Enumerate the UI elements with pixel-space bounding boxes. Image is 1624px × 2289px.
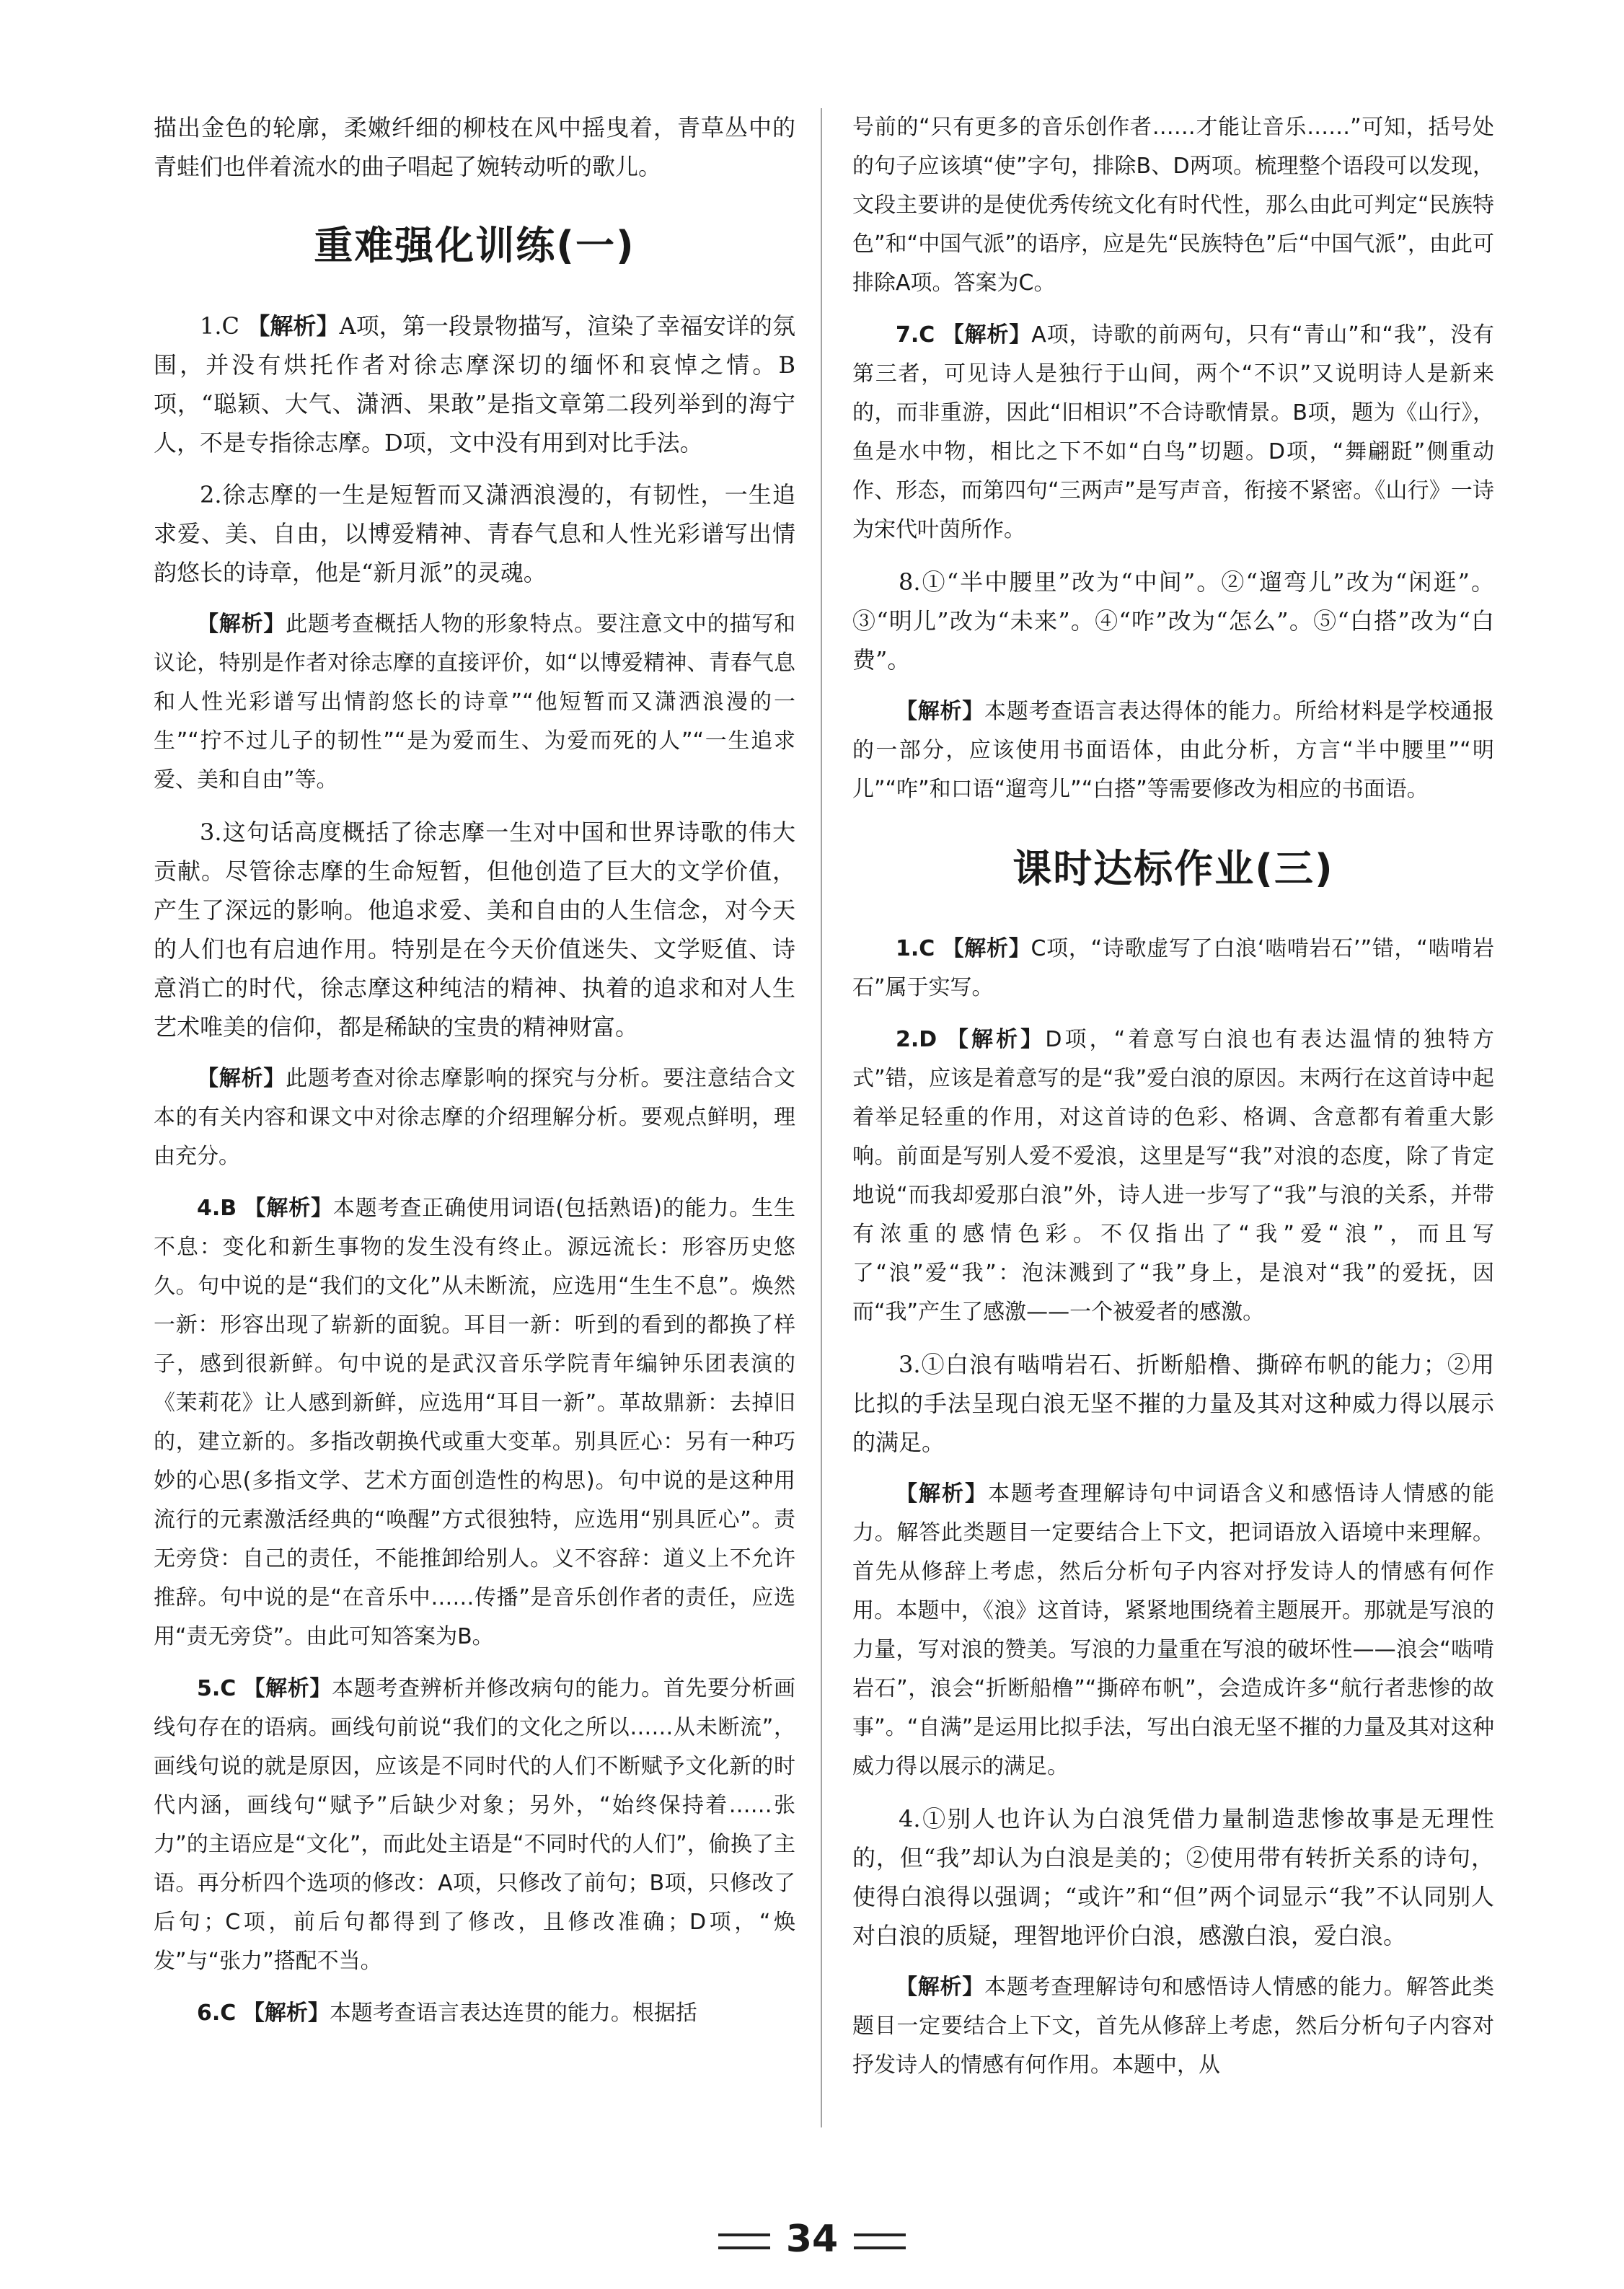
homework-analysis-4 bbox=[852, 1968, 1494, 2085]
answer-text: D项，“着意写白浪也有表达温情的独特方式”错，应该是着意写的是“我”爱白浪的原因。末两行在这首诗中起着举足轻重的作用，对这首诗的色彩、格调、含意都有着重大影响。前面是写别人爱不爱浪，这里是写“我”对浪的态度，除了肯定地说“而我却爱那白浪”外，诗人进一步写了“我”与浪的关系，并带有浓重的感情色彩。不仅指出了“我”爱“浪”，而且写了“浪”爱“我”：泡沫溅到了“我”身上，是浪对“我”的爱抚，因而“我”产生了感激——一个被爱者的感激。 bbox=[852, 1027, 1494, 1325]
analysis-8 bbox=[852, 692, 1494, 809]
homework-answer-3: 3.①白浪有啮啃岩石、折断船橹、撕碎布帆的能力；②用比拟的手法呈现白浪无坚不摧的力量及其对这种威力得以展示的满足。 bbox=[852, 1351, 1494, 1456]
analysis-text: 此题考查概括人物的形象特点。要注意文中的描写和议论，特别是作者对徐志摩的直接评价，如“以博爱精神、青春气息和人性光彩谱写出情韵悠长的诗章”“他短暂而又潇洒浪漫的一生”“拧不过儿子的韧性”“是为爱而生、为爱而死的人”“一生追求爱、美和自由”等。 bbox=[154, 612, 796, 793]
analysis-2 bbox=[154, 605, 795, 800]
page-footer bbox=[0, 2218, 1624, 2261]
answer-number: 6.C bbox=[197, 2001, 237, 2026]
section-heading-2: 课时达标作业(三) bbox=[1012, 846, 1334, 891]
analysis-tag: 【解析】 bbox=[942, 936, 1031, 961]
homework-answer-1 bbox=[852, 930, 1494, 1007]
answer-text: 本题考查语言表达连贯的能力。根据括 bbox=[329, 2001, 697, 2026]
answer-number: 1.C bbox=[896, 936, 935, 961]
analysis-tag: 【解析】 bbox=[197, 612, 286, 637]
answer-7 bbox=[852, 316, 1494, 550]
answer-6-continued: 号前的“只有更多的音乐创作者……才能让音乐……”可知，括号处的句子应该填“使”字句，排除B、D两项。梳理整个语段可以发现，文段主要讲的是使优秀传统文化有时代性，那么由此可判定“民族特色”和“中国气派”的语序，应是先“民族特色”后“中国气派”，由此可排除A项。答案为C。 bbox=[852, 115, 1494, 296]
analysis-3 bbox=[154, 1059, 795, 1176]
answer-8: 8.①“半中腰里”改为“中间”。②“遛弯儿”改为“闲逛”。③“明儿”改为“未来”。④“咋”改为“怎么”。⑤“白搭”改为“白费”。 bbox=[852, 568, 1494, 674]
analysis-tag: 【解析】 bbox=[896, 1481, 988, 1507]
answer-text: C项，“诗歌虚写了白浪‘啮啃岩石’”错，“啮啃岩石”属于实写。 bbox=[852, 936, 1494, 1000]
analysis-tag: 【解析】 bbox=[242, 2001, 330, 2026]
section-heading-1: 重难强化训练(一) bbox=[314, 223, 635, 268]
answer-text: A项，第一段景物描写，渲染了幸福安详的氛围，并没有烘托作者对徐志摩深切的缅怀和哀悼之情。B项，“聪颖、大气、潇洒、果敢”是指文章第二段列举到的海宁人，不是专指徐志摩。D项，文中没有用到对比手法。 bbox=[154, 312, 795, 457]
analysis-tag: 【解析】 bbox=[946, 1027, 1046, 1052]
answer-text: 本题考查辨析并修改病句的能力。首先要分析画线句存在的语病。画线句前说“我们的文化之所以……从未断流”，画线句说的就是原因，应该是不同时代的人们不断赋予文化新的时代内涵，画线句“赋予”后缺少对象；另外，“始终保持着……张力”的主语应是“文化”，而此处主语是“不同时代的人们”，偷换了主语。再分析四个选项的修改：A项，只修改了前句；B项，只修改了后句；C项，前后句都得到了修改，且修改准确；D项，“焕发”与“张力”搭配不当。 bbox=[154, 1676, 796, 1974]
page-number: 34 bbox=[785, 2218, 839, 2261]
analysis-tag: 【解析】 bbox=[244, 1196, 333, 1221]
answer-number: 7.C bbox=[896, 322, 935, 348]
homework-analysis-3 bbox=[852, 1475, 1494, 1786]
answer-3: 3.这句话高度概括了徐志摩一生对中国和世界诗歌的伟大贡献。尽管徐志摩的生命短暂，但他创造了巨大的文学价值，产生了深远的影响。他追求爱、美和自由的人生信念，对今天的人们也有启迪作用。特别是在今天价值迷失、文学贬值、诗意消亡的时代，徐志摩这种纯洁的精神、执着的追求和对人生艺术唯美的信仰，都是稀缺的宝贵的精神财富。 bbox=[154, 819, 795, 1041]
left-column bbox=[154, 108, 795, 2046]
answer-number: 2.D bbox=[896, 1027, 937, 1052]
analysis-text: 本题考查语言表达得体的能力。所给材料是学校通报的一部分，应该使用书面语体，由此分析，方言“半中腰里”“明儿”“咋”和口语“遛弯儿”“白搭”等需要修改为相应的书面语。 bbox=[852, 699, 1495, 802]
analysis-text: 本题考查理解诗句中词语含义和感悟诗人情感的能力。解答此类题目一定要结合上下文，把词语放入语境中来理解。首先从修辞上考虑，然后分析句子内容对抒发诗人的情感有何作用。本题中，《浪》这首诗，紧紧地围绕着主题展开。那就是写浪的力量，写对浪的赞美。写浪的力量重在写浪的破坏性——浪会“啮啃岩石”，浪会“折断船橹”“撕碎布帆”，会造成许多“航行者悲惨的故事”。“自满”是运用比拟手法，写出白浪无坚不摧的力量及其对这种威力得以展示的满足。 bbox=[852, 1481, 1494, 1779]
analysis-text: 本题考查理解诗句和感悟诗人情感的能力。解答此类题目一定要结合上下文，首先从修辞上考虑，然后分析句子内容对抒发诗人的情感有何作用。本题中，从 bbox=[852, 1975, 1495, 2078]
answer-text: A项，诗歌的前两句，只有“青山”和“我”，没有第三者，可见诗人是独行于山间，两个“不识”又说明诗人是新来的，而非重游，因此“旧相识”不合诗歌情景。B项，题为《山行》，鱼是水中物，相比之下不如“白鸟”切题。D项，“舞翩跹”侧重动作、形态，而第四句“三两声”是写声音，衔接不紧密。《山行》一诗为宋代叶茵所作。 bbox=[852, 322, 1494, 542]
answer-1 bbox=[154, 306, 795, 462]
analysis-tag: 【解析】 bbox=[197, 1066, 286, 1091]
column-divider bbox=[821, 108, 822, 2127]
answer-number: 1.C bbox=[200, 312, 240, 340]
analysis-tag: 【解析】 bbox=[896, 699, 985, 724]
analysis-tag: 【解析】 bbox=[942, 322, 1032, 348]
footer-rule-right bbox=[854, 2233, 906, 2249]
right-column bbox=[852, 108, 1494, 2098]
homework-answer-4: 4.①别人也许认为白浪凭借力量制造悲惨故事是无理性的，但“我”却认为白浪是美的；②使用带有转折关系的诗句，使得白浪得以强调；“或许”和“但”两个词显示“我”不认同别人对白浪的质疑，理智地评价白浪，感激白浪，爱白浪。 bbox=[852, 1805, 1494, 1949]
answer-6 bbox=[154, 1994, 795, 2033]
homework-answer-2 bbox=[852, 1020, 1494, 1332]
analysis-tag: 【解析】 bbox=[243, 1676, 332, 1701]
answer-2: 2.徐志摩的一生是短暂而又潇洒浪漫的，有韧性，一生追求爱、美、自由，以博爱精神、青春气息和人性光彩谱写出情韵悠长的诗章，他是“新月派”的灵魂。 bbox=[154, 481, 795, 586]
answer-4 bbox=[154, 1189, 795, 1657]
analysis-text: 此题考查对徐志摩影响的探究与分析。要注意结合文本的有关内容和课文中对徐志摩的介绍理解分析。要观点鲜明，理由充分。 bbox=[154, 1066, 796, 1169]
footer-rule-left bbox=[718, 2233, 770, 2249]
answer-number: 4.B bbox=[197, 1196, 237, 1221]
analysis-tag: 【解析】 bbox=[896, 1975, 985, 2000]
answer-number: 5.C bbox=[197, 1676, 237, 1701]
answer-text: 本题考查正确使用词语(包括熟语)的能力。生生不息：变化和新生事物的发生没有终止。源远流长：形容历史悠久。句中说的是“我们的文化”从未断流，应选用“生生不息”。焕然一新：形容出现了崭新的面貌。耳目一新：听到的看到的都换了样子，感到很新鲜。句中说的是武汉音乐学院青年编钟乐团表演的《茉莉花》让人感到新鲜，应选用“耳目一新”。革故鼎新：去掉旧的，建立新的。多指改朝换代或重大变革。别具匠心：另有一种巧妙的心思(多指文学、艺术方面创造性的构思)。句中说的是这种用流行的元素激活经典的“唤醒”方式很独特，应选用“别具匠心”。责无旁贷：自己的责任，不能推卸给别人。义不容辞：道义上不允许推辞。句中说的是“在音乐中……传播”是音乐创作者的责任，应选用“责无旁贷”。由此可知答案为B。 bbox=[154, 1196, 795, 1649]
analysis-tag: 【解析】 bbox=[247, 312, 340, 340]
answer-5 bbox=[154, 1670, 795, 1981]
intro-paragraph: 描出金色的轮廓，柔嫩纤细的柳枝在风中摇曳着，青草丛中的青蛙们也伴着流水的曲子唱起了婉转动听的歌儿。 bbox=[154, 114, 795, 180]
